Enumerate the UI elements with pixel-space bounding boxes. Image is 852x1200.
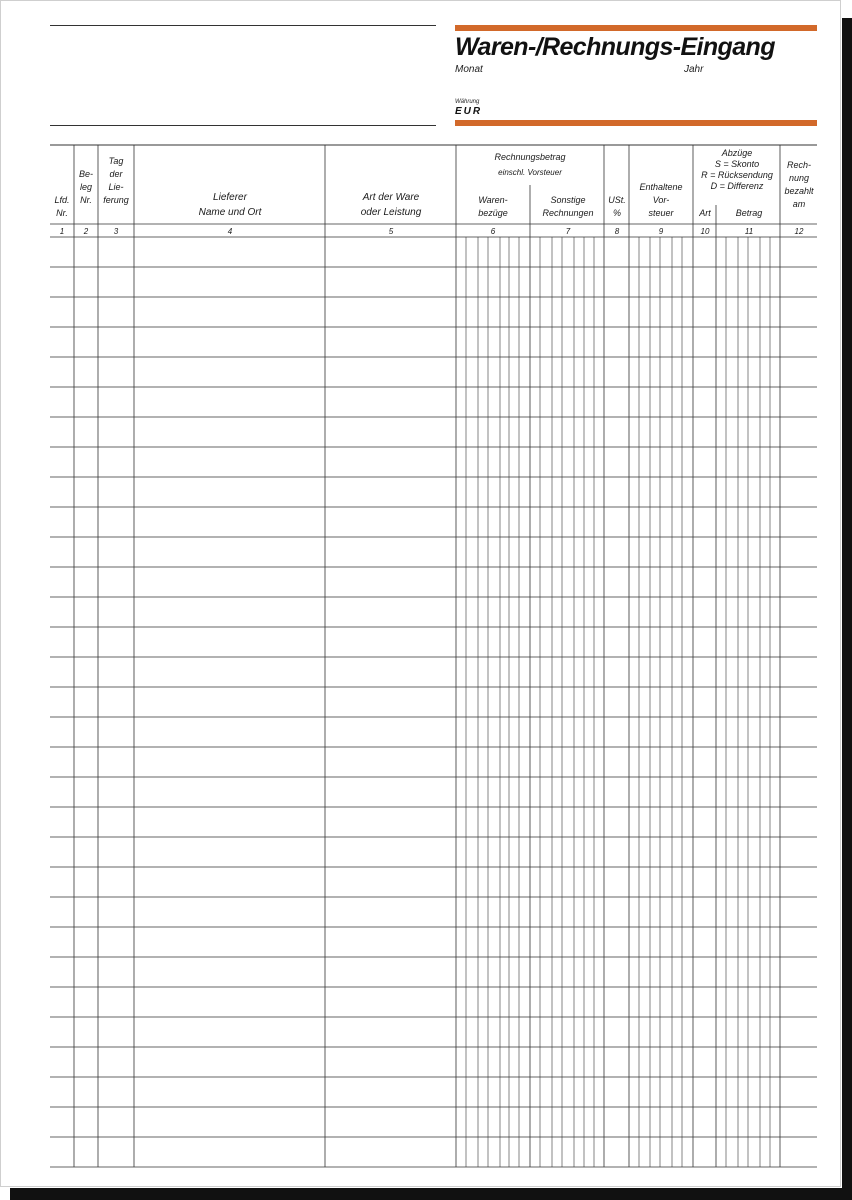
month-label: Monat: [455, 64, 483, 75]
col-number-2: 2: [83, 227, 89, 236]
col-number-4: 4: [227, 227, 233, 236]
col-number-9: 9: [658, 227, 664, 236]
year-label: Jahr: [684, 64, 704, 75]
col8-header: USt. %: [608, 195, 626, 218]
col7-header: Sonstige Rechnungen: [542, 195, 594, 218]
col-number-5: 5: [388, 227, 394, 236]
col-number-12: 12: [794, 227, 804, 236]
col5-header: Art der Ware oder Leistung: [360, 192, 422, 218]
col9-header: Enthaltene Vor- steuer: [639, 182, 683, 218]
col4-header: Lieferer Name und Ort: [198, 192, 262, 218]
col3-header: Tag der Lie- ferung: [103, 156, 129, 205]
currency-label: Währung: [455, 99, 480, 105]
col1-header: Lfd. Nr.: [54, 195, 70, 218]
col10-header: Art: [699, 208, 711, 218]
col-number-7: 7: [565, 227, 571, 236]
col-number-6: 6: [490, 227, 496, 236]
currency-value: EUR: [455, 106, 483, 117]
col11-header: Betrag: [735, 208, 763, 218]
col-number-3: 3: [113, 227, 119, 236]
form-title: Waren-/Rechnungs-Eingang: [455, 33, 775, 61]
deductions-group-header: Abzüge S = Skonto R = Rücksendung D = Differenz: [701, 148, 773, 191]
col-number-8: 8: [614, 227, 620, 236]
col2-header: Be- leg Nr.: [78, 169, 94, 205]
col-number-1: 1: [59, 227, 65, 236]
amount-group-header: Rechnungsbetrag einschl. Vorsteuer: [494, 152, 566, 177]
col-number-11: 11: [744, 227, 754, 236]
col12-header: Rech- nung bezahlt am: [784, 160, 814, 209]
col-number-10: 10: [700, 227, 710, 236]
col6-header: Waren- bezüge: [478, 195, 508, 218]
